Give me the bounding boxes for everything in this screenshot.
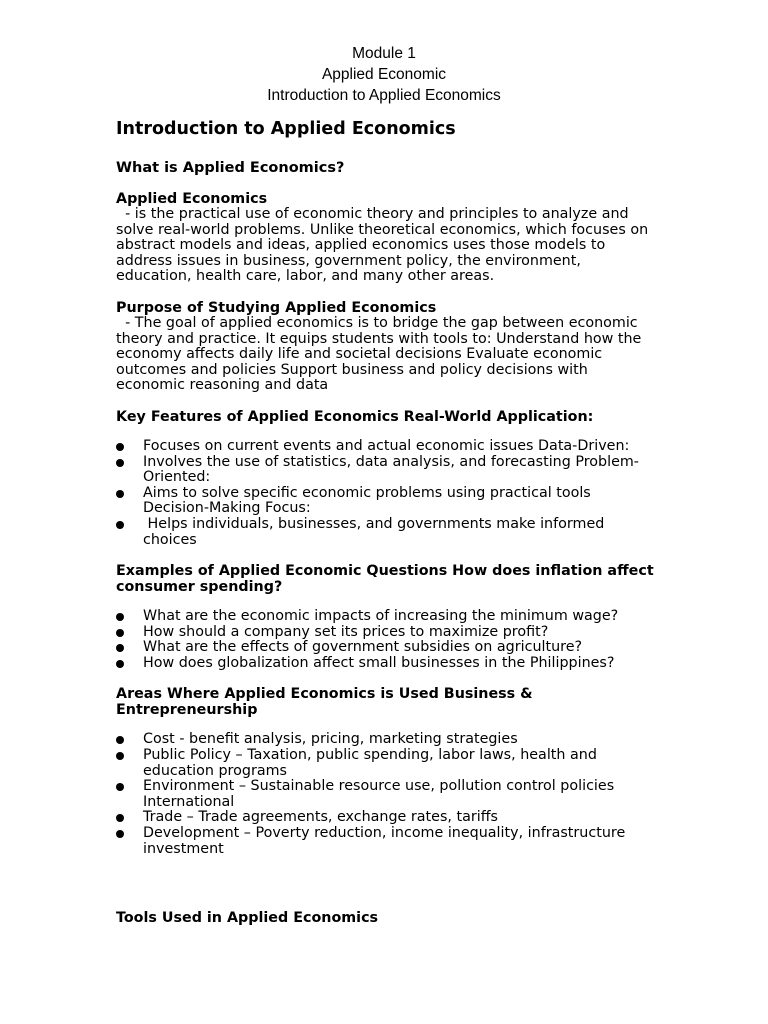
list-item — [116, 732, 656, 748]
list-item-text: Trade – Trade agreements, exchange rates, tariffs — [143, 809, 498, 826]
list-item — [116, 609, 656, 625]
examples-list — [116, 609, 656, 671]
list-item-text: Helps individuals, businesses, and governments make informed — [143, 515, 605, 532]
areas-heading-line: Entrepreneurship — [116, 702, 258, 719]
list-item — [116, 748, 656, 779]
definition-heading: Applied Economics — [116, 191, 268, 207]
purpose-line: theory and practice. It equips students with tools to: Understand how the — [116, 330, 642, 347]
bullet-icon — [116, 443, 124, 451]
list-item-text: International — [143, 793, 235, 810]
list-item-text: Focuses on current events and actual economic issues Data-Driven: — [143, 437, 630, 454]
list-item-text: What are the effects of government subsidies on agriculture? — [143, 639, 583, 656]
list-item — [116, 455, 656, 486]
page-title: Introduction to Applied Economics — [116, 119, 456, 139]
what-is-heading: What is Applied Economics? — [116, 160, 345, 176]
definition-paragraph — [116, 207, 656, 285]
list-item — [116, 779, 656, 810]
list-item-text: Involves the use of statistics, data analysis, and forecasting Problem- — [143, 453, 639, 470]
bullet-icon — [116, 644, 124, 652]
list-item-text: choices — [143, 531, 197, 548]
definition-line: address issues in business, government policy, the environment, — [116, 252, 581, 269]
list-item-text: Oriented: — [143, 469, 211, 486]
list-item-text: Aims to solve specific economic problems using practical tools — [143, 484, 591, 501]
examples-heading-line: consumer spending? — [116, 579, 283, 596]
list-item — [116, 640, 656, 656]
definition-line: education, health care, labor, and many other areas. — [116, 268, 495, 285]
list-item — [116, 625, 656, 641]
bullet-icon — [116, 752, 124, 760]
features-heading: Key Features of Applied Economics Real-World Application: — [116, 408, 594, 425]
bullet-icon — [116, 490, 124, 498]
bullet-icon — [116, 814, 124, 822]
list-item-text: How does globalization affect small businesses in the Philippines? — [143, 654, 615, 671]
bullet-icon — [116, 613, 124, 621]
examples-heading-line: Examples of Applied Economic Questions How does inflation affect — [116, 563, 654, 580]
list-item-text: Development – Poverty reduction, income inequality, infrastructure — [143, 825, 626, 842]
list-item-text: investment — [143, 840, 224, 857]
examples-heading — [116, 563, 656, 595]
purpose-line: economic reasoning and data — [116, 377, 329, 394]
list-item-text: Decision-Making Focus: — [143, 500, 311, 517]
list-item — [116, 486, 656, 517]
list-item — [116, 439, 656, 455]
purpose-line: - The goal of applied economics is to bridge the gap between economic — [116, 314, 638, 331]
bullet-icon — [116, 521, 124, 529]
areas-heading-line: Areas Where Applied Economics is Used Business & — [116, 686, 533, 703]
bullet-icon — [116, 736, 124, 744]
list-item — [116, 656, 656, 672]
bullet-icon — [116, 830, 124, 838]
areas-heading — [116, 686, 656, 718]
bullet-icon — [116, 783, 124, 791]
list-item-text: education programs — [143, 762, 287, 779]
list-item-text: What are the economic impacts of increasing the minimum wage? — [143, 608, 619, 625]
list-item-text: Cost - benefit analysis, pricing, marketing strategies — [143, 731, 518, 748]
document-body — [116, 118, 656, 857]
purpose-line: outcomes and policies Support business and policy decisions with — [116, 361, 588, 378]
header-subtitle: Introduction to Applied Economics — [267, 87, 501, 104]
module-label: Module 1 — [352, 45, 416, 62]
list-item — [116, 826, 656, 857]
definition-line: solve real-world problems. Unlike theoretical economics, which focuses on — [116, 221, 649, 238]
bullet-icon — [116, 459, 124, 467]
tools-heading: Tools Used in Applied Economics — [116, 910, 379, 926]
list-item-text: How should a company set its prices to maximize profit? — [143, 623, 549, 640]
subject-label: Applied Economic — [321, 66, 447, 83]
areas-list — [116, 732, 656, 857]
purpose-paragraph — [116, 316, 656, 394]
bullet-icon — [116, 660, 124, 668]
list-item — [116, 810, 656, 826]
definition-line: abstract models and ideas, applied economics uses those models to — [116, 237, 606, 254]
definition-line: - is the practical use of economic theory and principles to analyze and — [116, 206, 629, 222]
features-list — [116, 439, 656, 548]
list-item-text: Environment – Sustainable resource use, pollution control policies — [143, 778, 615, 795]
list-item — [116, 517, 656, 548]
bullet-icon — [116, 629, 124, 637]
list-item-text: Public Policy – Taxation, public spending, labor laws, health and — [143, 747, 597, 764]
purpose-heading: Purpose of Studying Applied Economics — [116, 299, 437, 316]
purpose-line: economy affects daily life and societal decisions Evaluate economic — [116, 346, 603, 363]
